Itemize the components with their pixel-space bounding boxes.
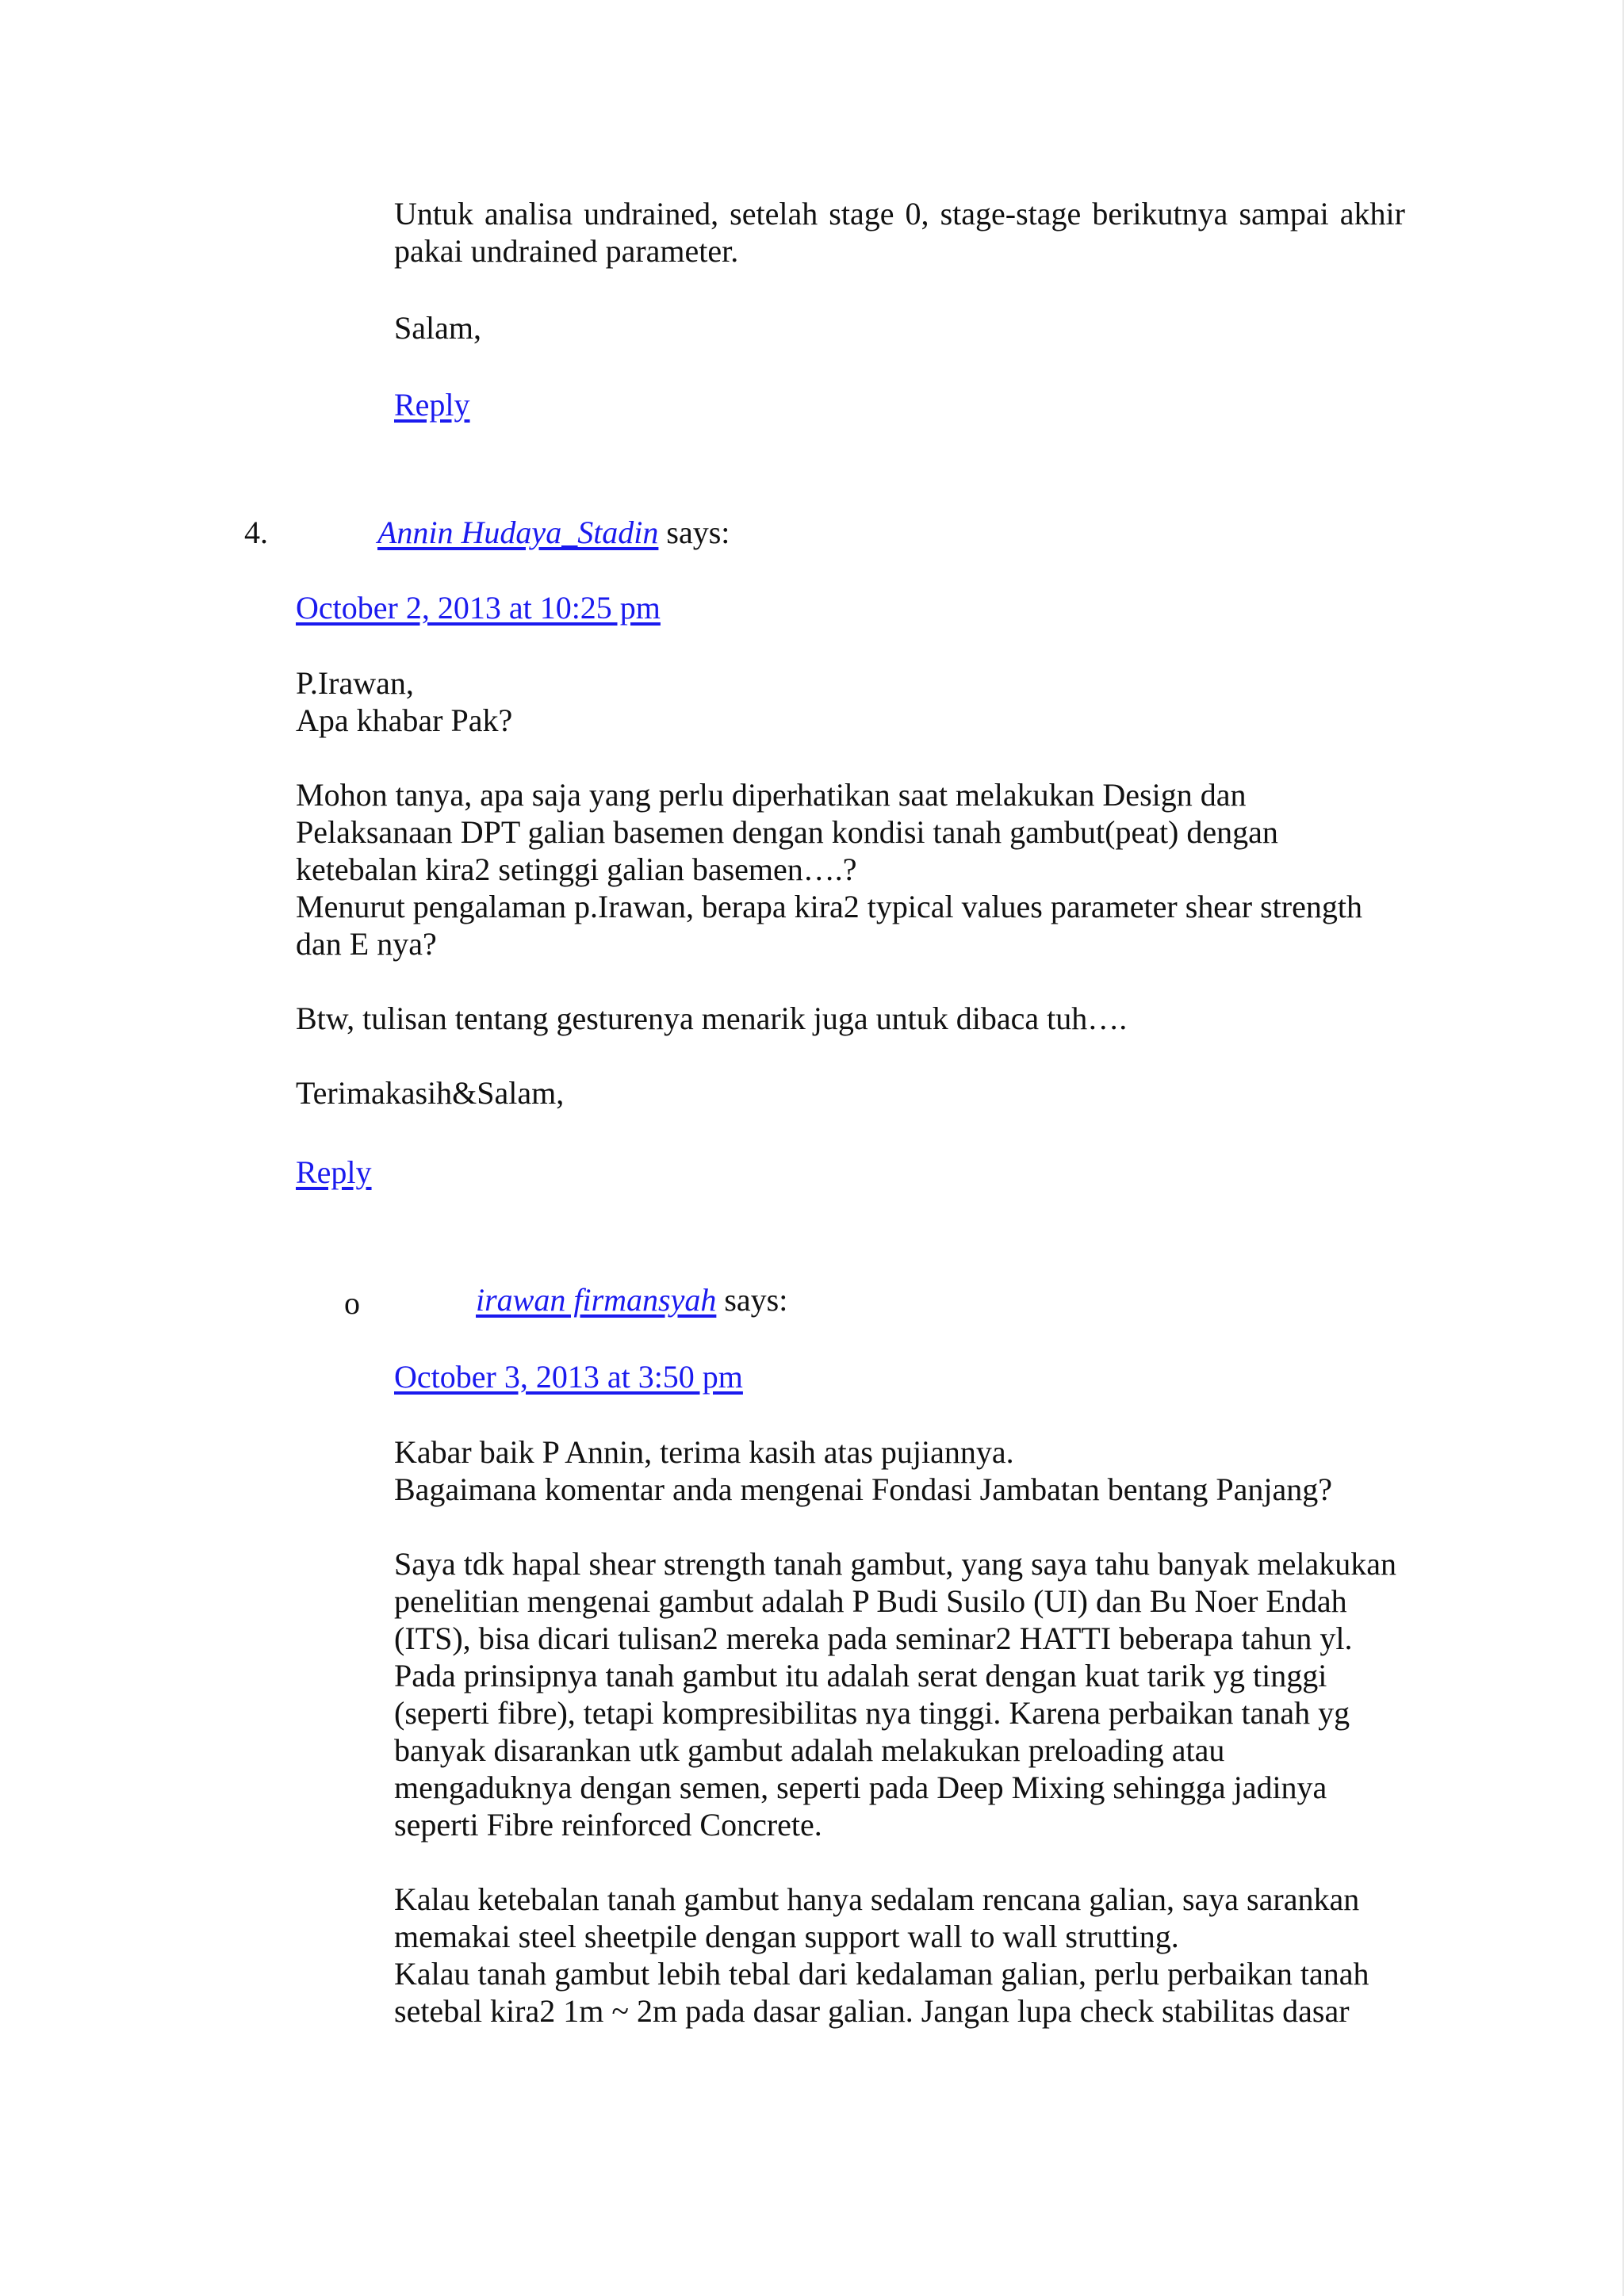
prior-reply-closing: Salam, [394, 310, 481, 346]
comment-line: ketebalan kira2 setinggi galian basemen….? [296, 851, 857, 887]
comment-line: Pelaksanaan DPT galian basemen dengan kondisi tanah gambut(peat) dengan [296, 814, 1278, 850]
comment-date-link[interactable]: October 2, 2013 at 10:25 pm [296, 590, 661, 626]
comment-line: Terimakasih&Salam, [296, 1075, 565, 1111]
comment-line: Apa khabar Pak? [296, 702, 513, 738]
reply-body [394, 1433, 1396, 2030]
reply-line: Kabar baik P Annin, terima kasih atas pujiannya. [394, 1434, 1014, 1470]
reply-line: mengaduknya dengan semen, seperti pada Deep Mixing sehingga jadinya [394, 1770, 1327, 1805]
comment-says-label: says: [666, 515, 730, 550]
reply-says-label: says: [724, 1282, 788, 1318]
reply-line: seperti Fibre reinforced Concrete. [394, 1807, 822, 1843]
comment-header [377, 514, 730, 551]
reply-line: Bagaimana komentar anda mengenai Fondasi Jambatan bentang Panjang? [394, 1471, 1332, 1507]
comment-author-link[interactable]: Annin Hudaya_Stadin [377, 515, 659, 550]
reply-header [476, 1281, 787, 1318]
reply-line: (seperti fibre), tetapi kompresibilitas nya tinggi. Karena perbaikan tanah yg [394, 1695, 1350, 1731]
comment-line: Btw, tulisan tentang gesturenya menarik juga untuk dibaca tuh…. [296, 1001, 1128, 1036]
reply-line: (ITS), bisa dicari tulisan2 mereka pada seminar2 HATTI beberapa tahun yl. [394, 1621, 1353, 1656]
comment-body [296, 664, 1362, 1112]
comment-line: Mohon tanya, apa saja yang perlu diperhatikan saat melakukan Design dan [296, 777, 1247, 813]
reply-line: Kalau tanah gambut lebih tebal dari kedalaman galian, perlu perbaikan tanah [394, 1956, 1369, 1992]
prior-reply-body-line-2: pakai undrained parameter. [394, 233, 739, 269]
prior-reply-reply-link[interactable]: Reply [394, 387, 470, 423]
reply-line: Pada prinsipnya tanah gambut itu adalah serat dengan kuat tarik yg tinggi [394, 1658, 1327, 1693]
reply-line: penelitian mengenai gambut adalah P Budi Susilo (UI) dan Bu Noer Endah [394, 1583, 1347, 1619]
comment-line: Menurut pengalaman p.Irawan, berapa kira2 typical values parameter shear strength [296, 889, 1362, 924]
comment-number: 4. [244, 515, 268, 550]
reply-line: memakai steel sheetpile dengan support wall to wall strutting. [394, 1919, 1179, 1954]
comment-line: P.Irawan, [296, 665, 414, 701]
reply-line: setebal kira2 1m ~ 2m pada dasar galian. Jangan lupa check stabilitas dasar [394, 1993, 1350, 2029]
comment-reply-link[interactable]: Reply [296, 1154, 372, 1190]
reply-author-link[interactable]: irawan firmansyah [476, 1282, 717, 1318]
prior-reply-body-line-1: Untuk analisa undrained, setelah stage 0, stage-stage berikutnya sampai akhir [394, 196, 1405, 232]
reply-bullet: o [344, 1285, 360, 1321]
reply-line: banyak disarankan utk gambut adalah melakukan preloading atau [394, 1732, 1225, 1768]
reply-date-link[interactable]: October 3, 2013 at 3:50 pm [394, 1359, 743, 1395]
reply-line: Saya tdk hapal shear strength tanah gambut, yang saya tahu banyak melakukan [394, 1546, 1397, 1582]
reply-line: Kalau ketebalan tanah gambut hanya sedalam rencana galian, saya sarankan [394, 1881, 1360, 1917]
comment-line: dan E nya? [296, 926, 437, 962]
